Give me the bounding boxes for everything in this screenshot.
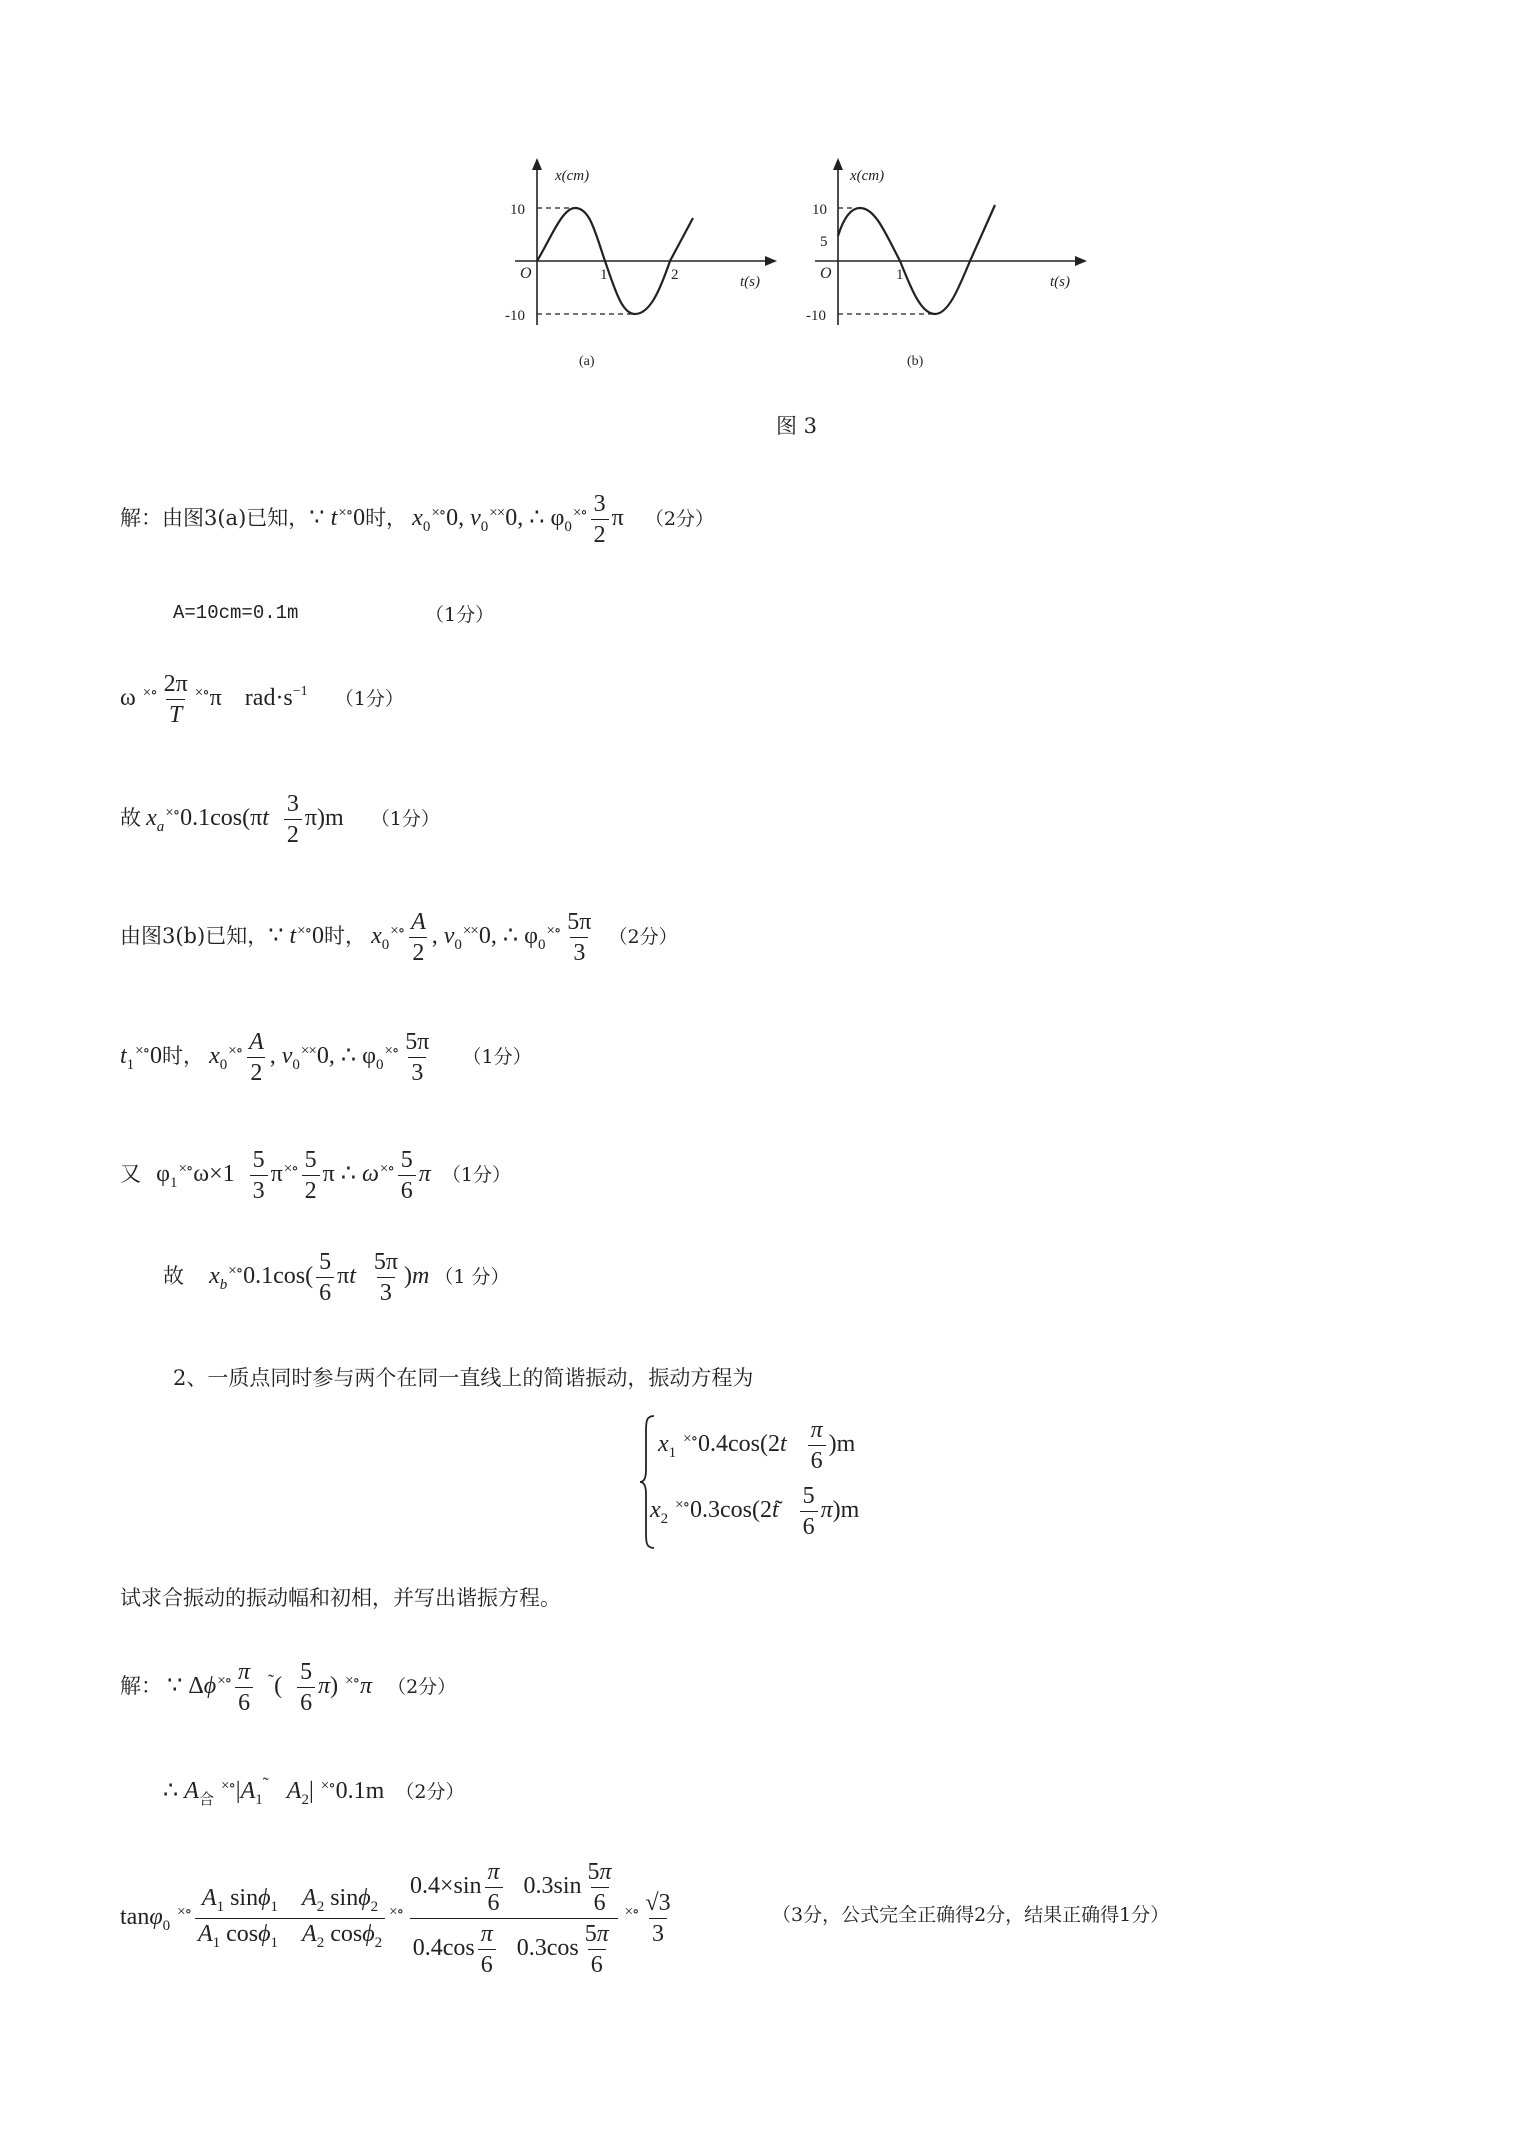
line-4-score: （1分） <box>370 808 440 831</box>
equation-x2: $x_2$ ×∘0.3cos(2t͂ $\frac{5}{6}$ π)m <box>650 1483 860 1540</box>
graph-a-x-tick-1: 1 <box>600 267 608 283</box>
line-5-score: （2分） <box>608 926 678 949</box>
graph-b-y-tick-5: 5 <box>820 234 828 250</box>
line-1-score: （2分） <box>644 508 714 531</box>
graph-a-y-tick-10: 10 <box>510 202 525 218</box>
graph-b-y-tick-10: 10 <box>812 202 827 218</box>
equation-system <box>638 1412 908 1552</box>
solution-line-4: 故 $x_a^{\times\circ}0.1\cos(\pi t$ $\frac{3}{2}$ π)m （1分） <box>120 791 440 848</box>
line-3-unit: rad·s <box>244 685 293 712</box>
figure-3 <box>0 0 1518 460</box>
graph-a-x-label: t(s) <box>740 274 760 290</box>
graph-a-origin: O <box>520 265 532 282</box>
solution-2-line-2: ∴ $A_合$ $^{\times\circ}|A_1^˜$ $A_2|$ ×∘0.1m （2分） <box>163 1774 465 1808</box>
figure-caption: 图 3 <box>776 414 818 438</box>
solution-line-7: 又 $\varphi_1^{\times\circ}\omega\times 1$ $\frac{5}{3}$ π×∘ $\frac{5}{2}$ π ∴ ω×∘ $\frac{5}{6}$ π （1分） <box>120 1147 511 1204</box>
solution-line-6: $t_1^{\times\circ}0$时， $x_0^{\times\circ}$ $\frac{A}{2}$ , $v_0^{\times\times}0$, ∴ $\varphi_0^{\times\circ}$ $\frac{5\pi}{3}$ （1分） <box>120 1029 532 1086</box>
problem-2-text: 2、一质点同时参与两个在同一直线上的简谐振动，振动方程为 <box>173 1366 754 1390</box>
graph-a-caption: (a) <box>579 354 595 369</box>
equation-x1: $x_1$ ×∘0.4cos(2t $\frac{\pi}{6}$ )m <box>658 1417 856 1474</box>
solution-2-line-1: 解： ∵ Δϕ×∘ $\frac{\pi}{6}$ ˜( $\frac{5}{6}$ π) ×∘π （2分） <box>120 1659 457 1716</box>
line-7-score: （1分） <box>441 1164 511 1187</box>
line-5-prefix: 由图3(b)已知， <box>120 924 269 949</box>
line-2-score: （1分） <box>425 604 495 626</box>
graph-b-y-tick-neg10: -10 <box>806 308 826 324</box>
graph-b-origin: O <box>820 265 832 282</box>
line-8-prefix: 故 <box>163 1264 184 1289</box>
graph-b-x-label: t(s) <box>1050 274 1070 290</box>
graph-b-y-label: x(cm) <box>850 168 885 184</box>
line-7-prefix: 又 <box>120 1162 141 1187</box>
solution-2-line-3: tanφ$_0$ ×∘ $\frac{A_1 \sin\phi_1 A_2 \sin\phi_2}{A_1 \cos\phi_1 A_2 \cos\phi_2}$ ×∘ 0.4×sin $\frac{\pi}{6}$ 0.3sin $\frac{5\pi}{6}$ 0.4cos $\frac{\pi}{6}$ 0.3cos $\frac{5\pi}{6}$ ×∘ $\frac{√3}{3}$ <box>120 1859 671 1978</box>
line-8-score: （1 分） <box>434 1266 510 1289</box>
solution-line-5: 由图3(b)已知，∵ t×∘0时， $x_0^{\times\circ}$ $\frac{A}{2}$ , $v_0^{\times\times}0$, ∴ $\varphi_0^{\times\circ}$ $\frac{5\pi}{3}$ （2分） <box>120 909 678 966</box>
graph-b-x-tick-1: 1 <box>896 267 904 283</box>
solution-line-3: ω ×∘ $\frac{2\pi}{T}$ ×∘π $rad\cdot s^{-1}$ （1分） <box>120 671 404 728</box>
graph-a-y-label: x(cm) <box>555 168 590 184</box>
problem-2-ask: 试求合振动的振动幅和初相，并写出谐振方程。 <box>120 1586 561 1610</box>
solution-line-1: 解：由图3(a)已知，∵ t×∘0时， $x_0^{\times\circ}0$, $v_0^{\times\times}0$, ∴ $\varphi_0^{\times\circ}$ $\frac{3}{2}$ π （2分） <box>120 491 714 548</box>
solution-line-2: A=10cm=0.1m <box>173 602 299 624</box>
solution-2-line-1-score: （2分） <box>387 1676 457 1699</box>
line-4-prefix: 故 <box>120 806 141 831</box>
solution-2-line-2-score: （2分） <box>395 1781 465 1803</box>
line-6-score: （1分） <box>462 1046 532 1069</box>
solution-2-line-3-score: （3分，公式完全正确得2分，结果正确得1分） <box>772 1904 1170 1926</box>
line-6-mid: 时， <box>162 1044 204 1069</box>
solution-line-8: 故 $x_b^{\times\circ}0.1\cos$( $\frac{5}{6}$ πt $\frac{5\pi}{3}$ )m （1 分） <box>163 1249 510 1306</box>
graph-b-caption: (b) <box>907 354 924 369</box>
graph-b <box>806 158 1087 369</box>
graph-a-x-tick-2: 2 <box>671 267 679 283</box>
solution-2-prefix: 解： <box>120 1674 162 1699</box>
graph-a-y-tick-neg10: -10 <box>505 308 525 324</box>
line-1-prefix: 解：由图3(a)已知， <box>120 506 310 531</box>
graph-a <box>505 158 777 369</box>
line-3-score: （1分） <box>334 688 404 711</box>
